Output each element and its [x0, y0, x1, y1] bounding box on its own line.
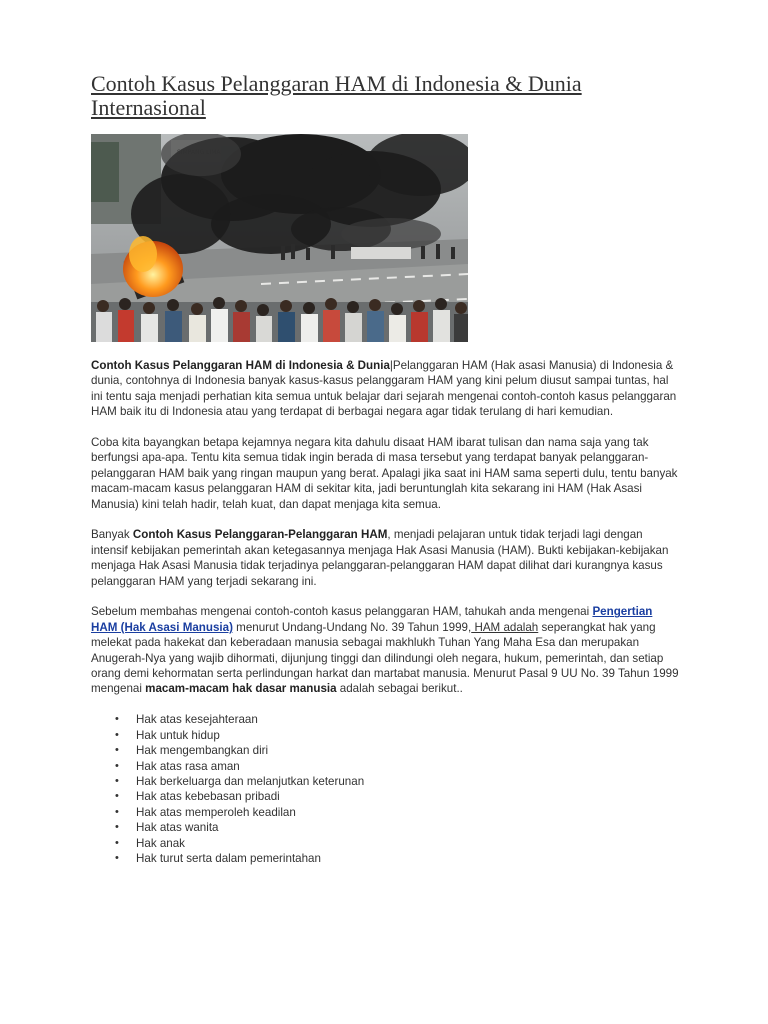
list-item	[91, 728, 681, 743]
riot-photo-illustration	[91, 134, 468, 342]
list-item-text: Hak mengembangkan diri	[136, 744, 269, 758]
bullet-icon: •	[115, 821, 119, 834]
examples-pre: Banyak	[91, 528, 133, 542]
paragraph-intro	[91, 358, 681, 420]
paragraph-definition	[91, 604, 681, 696]
bullet-icon: •	[115, 713, 119, 726]
list-item-text: Hak atas rasa aman	[136, 759, 240, 773]
list-item	[91, 759, 681, 774]
list-item-text: Hak anak	[136, 836, 185, 850]
list-item-text: Hak turut serta dalam pemerintahan	[136, 851, 321, 865]
link-ham-adalah[interactable]: HAM adalah	[471, 620, 539, 634]
examples-bold: Contoh Kasus Pelanggaran-Pelanggaran HAM	[132, 528, 388, 542]
examples-post: , menjadi pelajaran untuk tidak terjadi lagi dengan intensif kebijakan pemerintah akan ketegasannya menjaga Hak Asasi Manusia (HAM). Bukti kebijakan-kebijakan menjaga Hak Asasi Manusia tidak terjadinya pelanggaran-pelanggaran HAM dapat dilihat dari kurangnya kasus pelanggaran HAM yang terjadi sekarang ini.	[91, 528, 669, 588]
definition-text-4: adalah sebagai berikut..	[336, 682, 463, 696]
definition-text-1: Sebelum membahas mengenai contoh-contoh kasus pelanggaran HAM, tahukah anda mengenai	[91, 605, 593, 619]
bullet-icon: •	[115, 759, 119, 772]
definition-bold: macam-macam hak dasar manusia	[145, 682, 337, 696]
list-item-text: Hak berkeluarga dan melanjutkan keterunan	[136, 774, 365, 788]
paragraph-examples	[91, 527, 681, 589]
list-item-text: Hak atas kebebasan pribadi	[136, 790, 280, 804]
list-item-text: Hak atas wanita	[136, 821, 219, 835]
list-item	[91, 789, 681, 804]
intro-text: |Pelanggaran HAM (Hak asasi Manusia) di Indonesia & dunia, contohnya di Indonesia banyak kasus-kasus pelanggaram HAM yang kini pelum diusut sampai tuntas, hal ini tentu saja menjadi perhatian kita semua untuk belajar dari sejarah mengenai contoh-contoh kasus pelanggaran HAM baik itu di Indonesia atau yang terdapat di berbagai negara agar tidak terulang di hari kemudian.	[91, 359, 677, 419]
intro-bold-lead: Contoh Kasus Pelanggaran HAM di Indonesia & Dunia	[91, 359, 390, 372]
definition-text-3: seperangkat hak yang melekat pada hakekat dan keberadaan manusia sebagai makhlukh Tuhan Yang Maha Esa dan merupakan Anugerah-Nya yang wajib dihormati, dijunjung tinggi dan dilindungi oleh negara, hukum, pemerintah, dan setiap orang demi kehormatan serta perlindungan harkat dan martabat manusia. Menurut Pasal 9 UU No. 39 Tahun 1999 mengenai	[91, 620, 679, 696]
bullet-icon: •	[115, 728, 119, 741]
list-item	[91, 820, 681, 835]
list-item-text: Hak untuk hidup	[136, 728, 220, 742]
list-item	[91, 805, 681, 820]
bullet-icon: •	[115, 805, 119, 818]
link-pengertian-ham[interactable]: Pengertian HAM (Hak Asasi Manusia)	[91, 605, 653, 634]
bullet-icon: •	[115, 774, 119, 787]
list-item	[91, 851, 681, 866]
page-title: Contoh Kasus Pelanggaran HAM di Indonesia & Dunia Internasional	[91, 71, 582, 120]
list-item	[91, 712, 681, 727]
list-item	[91, 836, 681, 851]
article-body	[91, 358, 681, 866]
bullet-icon: •	[115, 851, 119, 864]
riot-photo	[91, 134, 468, 342]
paragraph-imagine: Coba kita bayangkan betapa kejamnya negara kita dahulu disaat HAM ibarat tulisan dan nama saja yang tak berfungsi apa-apa. Tentu kita semua tidak ingin berada di masa tersebut yang terdapat banyak pelanggaran-pelanggaran HAM baik yang ringan maupun yang berat. Apalagi jika saat ini HAM sama seperti dulu, tentu banyak macam-macam kasus pelanggaran HAM di sekitar kita, jadi beruntunglah kita sekarang ini HAM (Hak Asasi Manusia) kini telah hadir, telah kuat, dan dapat menjaga kita semua.	[91, 436, 678, 511]
bullet-icon: •	[115, 790, 119, 803]
list-item-text: Hak atas kesejahteraan	[136, 713, 258, 727]
bullet-icon: •	[115, 744, 119, 757]
bullet-icon: •	[115, 836, 119, 849]
definition-text-2: menurut Undang-Undang No. 39 Tahun 1999,	[232, 620, 472, 634]
rights-list	[91, 712, 681, 866]
list-item-text: Hak atas memperoleh keadilan	[136, 805, 296, 819]
list-item	[91, 774, 681, 789]
list-item	[91, 743, 681, 758]
